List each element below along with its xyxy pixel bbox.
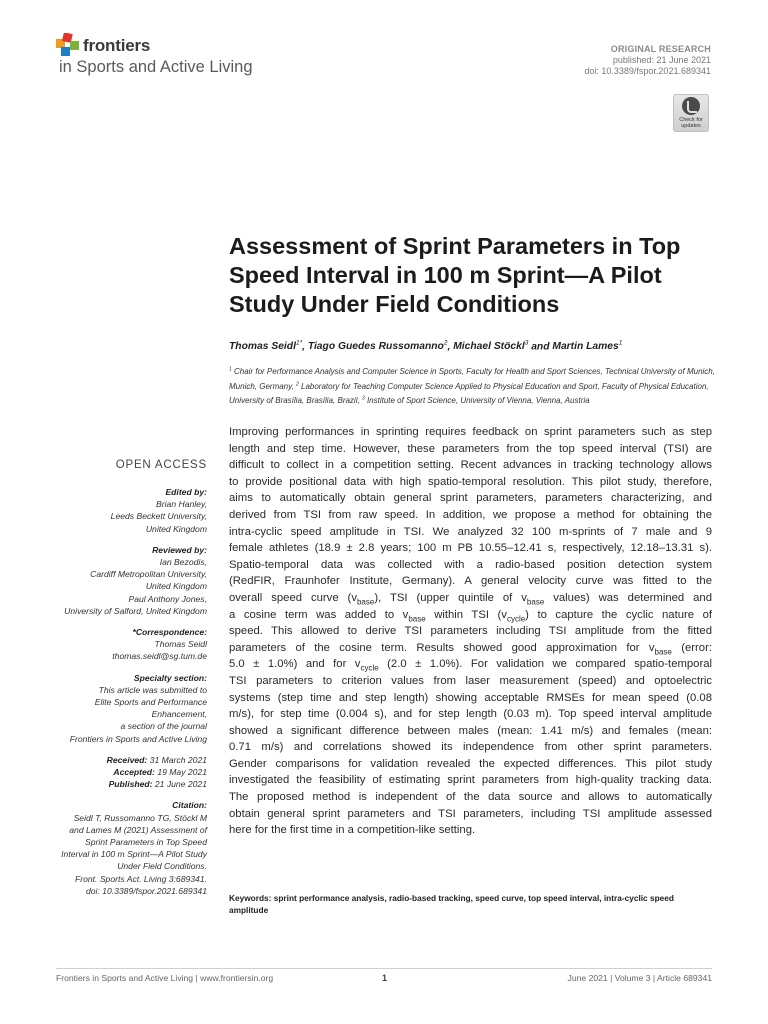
check-for-updates-button[interactable] <box>673 94 709 132</box>
abstract-line: showed a significant difference between males (mean: 1.41 m/s) and females (mean: <box>229 724 712 737</box>
abstract-line: difficult to collect in a competition setting. Recent advances in tracking technology allows <box>229 459 712 472</box>
footer-issue: June 2021 | Volume 3 | Article 689341 <box>567 973 712 983</box>
accepted-line <box>40 766 207 778</box>
journal-logo[interactable] <box>56 32 356 82</box>
reviewed-by-list-line: United Kingdom <box>145 581 207 592</box>
citation-label: Citation: <box>172 800 207 811</box>
abstract-line: 5.0 ± 1.0%) and for $v_{cycle}$ (2.0 ± 1.0%). For validation we compared spatio-temporal <box>229 658 713 673</box>
citation-list-line[interactable]: doi: 10.3389/fspor.2021.689341 <box>85 885 207 896</box>
abstract-line: female athletes (18.9 ± 2.8 years; 100 m PB 10.55–12.41 s, respectively, 12.18–13.31 s). <box>229 542 712 555</box>
reviewed-by-list-line: University of Salford, United Kingdom <box>64 605 207 616</box>
article-meta <box>584 44 711 77</box>
affiliation: $^3$ Institute of Sport Science, University of Vienna, Vienna, Austria <box>361 395 590 406</box>
author[interactable]: Michael Stöckl$^3$ <box>453 340 529 353</box>
article-type: ORIGINAL RESEARCH <box>610 44 711 54</box>
published-date-sidebar: 21 June 2021 <box>154 779 207 790</box>
citation-list-line: Interval in 100 m Sprint—A Pilot Study <box>61 849 207 860</box>
abstract-line: speed. This allowed to derive TSI parameters including TSI amplitude from the fitted <box>229 625 712 638</box>
abstract-line: a cosine term was added to $v_{base}$ within TSI $(v_{cycle})$ to capture the cyclic nature of <box>229 608 713 623</box>
accepted-label: Accepted: <box>113 767 155 778</box>
reviewed-by-label: Reviewed by: <box>152 544 207 555</box>
citation-list-line: Sprint Parameters in Top Speed <box>85 837 207 848</box>
specialty-list-line: Frontiers in Sports and Active Living <box>69 733 207 744</box>
published-line <box>40 778 207 790</box>
author-list: Thomas Seidl$^{1*}$, Tiago Guedes Russomanno$^2$, Michael Stöckl$^3$ and Martin Lames$^1$ <box>229 340 623 353</box>
check-updates-label: Check for updates <box>679 117 703 129</box>
specialty-label: Specialty section: <box>133 672 207 683</box>
edited-by-label: Edited by: <box>165 487 207 497</box>
published-date: published: 21 June 2021 <box>612 55 711 65</box>
abstract-line: obtain general sprint parameters and TSI parameters, including TSI amplitude assessed <box>229 807 712 820</box>
specialty-list-line: Elite Sports and Performance <box>94 697 207 708</box>
author[interactable]: Martin Lames$^1$ <box>552 340 623 353</box>
affiliation: $^1$ Chair for Performance Analysis and Computer Science in Sports, Faculty for Health and Sport Sciences, Technical University of Munich, Munich, Germany, <box>229 366 715 391</box>
received-date: 31 March 2021 <box>149 754 207 765</box>
abstract-line: Improving performances in sprinting requires feedback on sprint parameters such as step <box>229 426 712 438</box>
abstract-line: (RedFIR, Fraunhofer Institute, Germany). A general velocity curve was fitted to the <box>229 575 712 588</box>
edited-by-list-line: United Kingdom <box>145 523 207 534</box>
received-line <box>40 754 207 766</box>
citation-list <box>40 812 207 897</box>
abstract-line: to provide positional data with high spatio-temporal resolution. This pilot study, therefore, <box>229 475 712 488</box>
abstract-line: overall speed curve $(v_{base})$, TSI (upper quintile of $v_{base}$ values) was determined and <box>229 591 712 607</box>
citation-list-line: Under Field Conditions. <box>117 861 207 872</box>
specialty-list-line: Enhancement, <box>151 709 207 720</box>
specialty-list-line: a section of the journal <box>120 721 207 732</box>
abstract-line: aims to automatically obtain general sprint parameters, parameters characterizing, and <box>229 492 712 505</box>
abstract-line: Gender comparisons for validation revealed the expected differences. This pilot study <box>229 757 712 770</box>
open-access-label: OPEN ACCESS <box>115 459 207 471</box>
author[interactable]: Thomas Seidl$^{1*}$ <box>229 340 303 353</box>
published-label: Published: <box>108 779 153 790</box>
citation-list-line: Front. Sports Act. Living 3:689341. <box>74 873 207 884</box>
reviewed-by-list-line: Paul Anthony Jones, <box>128 593 207 604</box>
reviewed-by-list-line: Cardiff Metropolitan University, <box>90 569 207 580</box>
abstract-line: parameters of the cosine term. Results showed good approximation for $v_{base}$ (error: <box>229 641 712 656</box>
edited-by-list <box>40 498 207 535</box>
footer-divider <box>56 968 712 969</box>
reviewed-by-list-line: Ian Bezodis, <box>159 557 207 568</box>
correspondence-list-line: Thomas Seidl <box>154 639 207 650</box>
abstract-line: m/s), for step time (0.004 s), and for step length (0.03 m). Top speed interval amplitude <box>229 708 712 721</box>
abstract <box>229 424 712 839</box>
abstract-line: length and step time. However, these parameters from the top speed interval (TSI) are <box>229 442 712 455</box>
reviewed-by-list <box>40 556 207 617</box>
citation-list-line: Seidl T, Russomanno TG, Stöckl M <box>73 812 207 823</box>
received-label: Received: <box>106 754 148 765</box>
article-title: Assessment of Sprint Parameters in Top Speed Interval in 100 m Sprint—A Pilot Study Under Field Conditions <box>229 233 681 317</box>
abstract-line: Spatio-temporal data was collected with a radio-based position detection system <box>229 558 712 571</box>
frontiers-logo-icon <box>56 33 80 57</box>
check-updates-icon <box>682 97 700 115</box>
abstract-line: intra-cyclic speed amplitude in TSI. We analyzed 32 100 m-sprints of 7 male and 9 <box>229 525 712 538</box>
specialty-list-line: This article was submitted to <box>98 684 207 695</box>
abstract-line: systems (step time and step length) showing acceptable RMSEs for mean speed (0.08 <box>229 691 712 704</box>
abstract-line: derived from TSI from raw speed. In addition, we propose a method for obtaining the <box>229 508 712 521</box>
abstract-line: here for the first time in a competition-like setting. <box>229 824 476 837</box>
correspondence-list[interactable] <box>40 638 207 662</box>
affiliation: $^2$ Laboratory for Teaching Computer Science Applied to Physical Education and Sport, Faculty of Physical Education, University of Brasília, Brasília, Brazil, <box>229 380 709 406</box>
journal-name: in Sports and Active Living <box>59 58 253 76</box>
footer-journal[interactable]: Frontiers in Sports and Active Living | www.frontiersin.org <box>56 973 274 983</box>
brand-name: frontiers <box>83 36 151 55</box>
keywords: Keywords: sprint performance analysis, radio-based tracking, speed curve, top speed interval, intra-cyclic speed amplitude <box>229 893 674 915</box>
article-doi[interactable]: doi: 10.3389/fspor.2021.689341 <box>584 66 711 76</box>
specialty-list <box>40 684 207 745</box>
edited-by-list-line: Brian Hanley, <box>156 499 207 510</box>
article-sidebar <box>40 486 207 897</box>
author[interactable]: Tiago Guedes Russomanno$^2$ <box>307 340 448 353</box>
abstract-line: investigated the feasibility of estimating sprint parameters from high-quality tracking data. <box>229 774 712 787</box>
correspondence-label: *Correspondence: <box>132 627 207 638</box>
abstract-line: 0.71 m/s) and correlations showed its independence from other sprint parameters. <box>229 741 712 754</box>
page-number: 1 <box>382 973 388 983</box>
abstract-line: TSI parameters to criterion values from laser measurement (speed) and optoelectric <box>229 674 712 687</box>
citation-list-line: and Lames M (2021) Assessment of <box>69 824 207 835</box>
edited-by-list-line: Leeds Beckett University, <box>110 511 207 522</box>
affiliations <box>229 363 719 408</box>
abstract-line: The proposed method is independent of the data source and allows to automatically <box>229 791 712 804</box>
accepted-date: 19 May 2021 <box>157 767 207 778</box>
correspondence-list-line[interactable]: thomas.seidl@sg.tum.de <box>112 651 207 662</box>
